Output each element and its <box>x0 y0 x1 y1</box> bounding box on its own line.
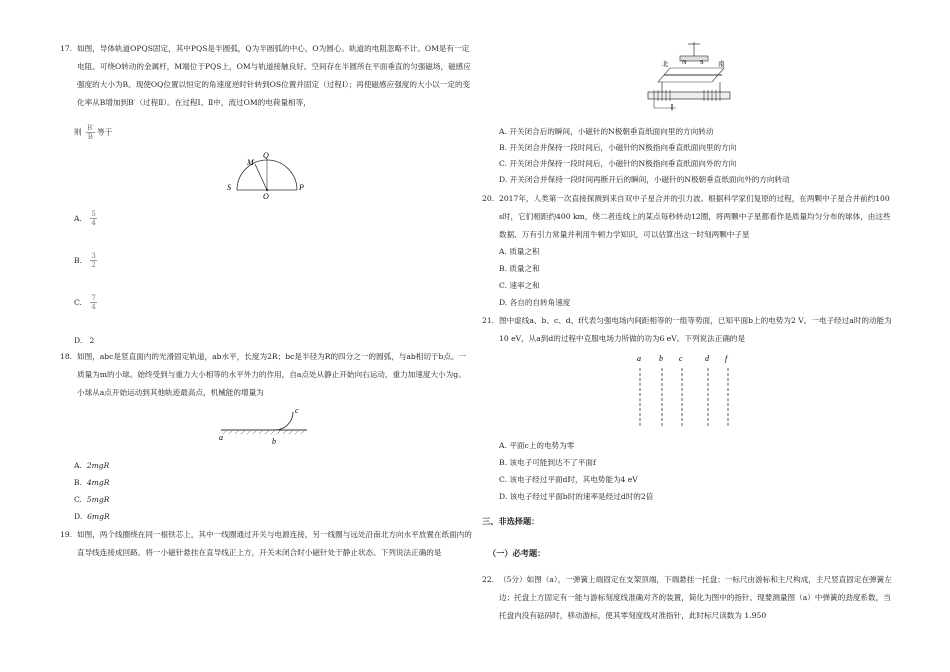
q18-option-c[interactable] <box>74 494 109 506</box>
question-text: 图中虚线a、b、c、d、f代表匀强电场内间距相等的一组等势面，已知平面b上的电势为2 V。一电子经过a时的动能为10 eV，从a到d的过程中克服电场力所做的功为6 eV。下列说法正确的是 <box>499 316 892 343</box>
option-label: C. <box>499 475 507 484</box>
option-label: C. <box>499 281 507 290</box>
question-number: 20. <box>482 194 495 203</box>
option-label: D. <box>499 175 508 184</box>
label-north: 北 <box>662 61 669 68</box>
option-value: 各自的自转角速度 <box>509 298 571 307</box>
label-o: O <box>263 192 269 200</box>
q19-option-b[interactable] <box>499 142 736 154</box>
question-number: 22. <box>482 575 495 584</box>
coil-and-compass-figure <box>642 40 742 110</box>
rod-om <box>255 164 267 190</box>
option-label: A. <box>74 461 82 470</box>
q20-option-b[interactable] <box>499 263 540 275</box>
q17-option-c[interactable] <box>74 294 97 311</box>
section-heading: 三、非选择题： <box>482 516 540 526</box>
option-label: A. <box>499 441 507 450</box>
label-n: N <box>682 59 687 66</box>
option-label: B. <box>499 458 507 467</box>
equipotential-lines <box>637 354 729 428</box>
option-label: B. <box>74 256 82 265</box>
quarter-arc-bc <box>275 412 293 430</box>
option-fraction <box>90 252 96 269</box>
option-label: B. <box>499 143 507 152</box>
plane-label-a: a <box>637 354 641 363</box>
question-21 <box>482 312 894 348</box>
option-value: 开关闭合后的瞬间，小磁针的N极朝垂直纸面向里的方向转动 <box>509 127 714 136</box>
option-label: C. <box>499 159 507 168</box>
fraction-denominator: 2 <box>91 261 96 269</box>
option-value: 该电子可能到达不了平面f <box>509 458 596 467</box>
iron-core <box>648 92 730 99</box>
question-17-tail <box>74 124 112 141</box>
option-label: B. <box>499 264 507 273</box>
label-p: P <box>299 183 304 192</box>
label-c: c <box>295 406 299 415</box>
option-label: D. <box>499 298 508 307</box>
question-number: 18. <box>60 352 73 361</box>
option-value: 该电子经过平面d时，其电势能为4 eV <box>509 475 638 484</box>
q21-option-c[interactable] <box>499 474 638 486</box>
tail-end-text: 等于 <box>97 127 113 137</box>
question-number: 19. <box>60 530 73 539</box>
plane-label-c: c <box>679 354 683 363</box>
tail-text: 则 <box>74 127 82 137</box>
q17-option-d[interactable] <box>74 335 94 347</box>
option-value: 平面c上的电势为零 <box>509 441 575 450</box>
option-label: A. <box>499 127 507 136</box>
option-label: C. <box>74 298 82 307</box>
fraction-denominator: 4 <box>91 219 96 227</box>
q20-option-a[interactable] <box>499 246 540 258</box>
option-value: 5mgR <box>86 495 110 504</box>
plane-label-f: f <box>725 354 728 363</box>
option-value: 6mgR <box>87 512 110 521</box>
question-22 <box>482 571 894 625</box>
option-value: 质量之积 <box>509 247 540 256</box>
option-value: 开关闭合并保持一段时间后，小磁针的N极指向垂直纸面向外的方向 <box>509 159 737 168</box>
pivot-point <box>266 189 268 191</box>
q17-option-b[interactable] <box>74 252 97 269</box>
question-text: 如图，导体轨道OPQS固定，其中PQS是半圆弧，Q为半圆弧的中心，O为圆心。轨道的电阻忽略不计。OM是有一定电阻、可绕O转动的金属杆，M端位于PQS上，OM与轨道接触良好。空间存在半圆所在平面垂直的匀强磁场，磁感应强度的大小为B。现使OQ位置以恒定的角速度逆时针转到OS位置并固定（过程Ⅰ）；再使磁感应强度的大小以一定的变化率从B增加到B′（过程Ⅱ）。在过程Ⅰ、Ⅱ中，流过OM的电荷量相等， <box>77 44 471 107</box>
option-value: 2mgR <box>86 461 110 470</box>
fraction-denominator: 4 <box>91 303 96 311</box>
fraction-numerator: 5 <box>91 210 96 218</box>
label-b: b <box>272 437 276 446</box>
question-number: 21. <box>482 316 495 325</box>
label-s: S <box>227 183 231 192</box>
ground-hatching <box>223 430 305 434</box>
question-20 <box>482 190 894 244</box>
q21-option-b[interactable] <box>499 457 596 469</box>
q19-option-a[interactable] <box>499 126 713 138</box>
q17-option-a[interactable] <box>74 210 97 227</box>
label-q: Q <box>263 151 269 160</box>
label-south: 南 <box>718 61 725 68</box>
semicircle-rail-figure <box>225 150 305 200</box>
plane-label-d: d <box>705 354 709 363</box>
question-text: 2017年，人类第一次直接探测到来自双中子星合并的引力波。根据科学家们复原的过程，在两颗中子星合并前约100 s时，它们相距约400 km，绕二者连线上的某点每秒转动12圈，将两颗中子星都看作是质量均匀分布的球体，由这些数据、万有引力常量并利用牛顿力学知识，可以估算出这一时刻两颗中子星 <box>499 194 891 239</box>
question-17 <box>60 40 472 112</box>
question-text: 如图，两个线圈绕在同一根铁芯上，其中一线圈通过开关与电源连接，另一线圈与远处沿南北方向水平放置在纸面内的直导线连接成回路。将一小磁针悬挂在直导线正上方，开关未闭合时小磁针处于静止状态。下列说法正确的是 <box>77 530 472 557</box>
option-value: 4mgR <box>86 478 110 487</box>
label-a: a <box>219 433 223 442</box>
plane-label-b: b <box>659 354 663 363</box>
option-label: C. <box>74 495 82 504</box>
q21-option-d[interactable] <box>499 491 653 503</box>
fraction-numerator: 7 <box>91 294 96 302</box>
option-value: 开关闭合并保持一段时间后，小磁针的N极指向垂直纸面向里的方向 <box>509 143 737 152</box>
option-value: 质量之和 <box>509 264 540 273</box>
option-label: D. <box>499 492 508 501</box>
option-value: 2 <box>89 336 95 345</box>
option-label: A. <box>499 247 507 256</box>
q18-option-d[interactable] <box>74 511 110 523</box>
option-value: 速率之和 <box>509 281 540 290</box>
question-text: （5分）如图（a），一弹簧上端固定在支架顶端，下端悬挂一托盘；一标尺由游标和主尺构成，主尺竖直固定在弹簧左边；托盘上方固定有一能与游标刻度线准确对齐的装置，简化为图中的指针。现要测量图（a）中弹簧的劲度系数，当托盘内没有砝码时，移动游标，使其零刻度线对准指针，此时标尺读数为 1.950 <box>499 575 892 620</box>
label-s: S <box>700 59 704 66</box>
option-label: A. <box>74 214 82 223</box>
q18-option-a[interactable] <box>74 460 109 472</box>
option-value: 开关闭合并保持一段时间再断开后的瞬间，小磁针的N极朝垂直纸面向外的方向转动 <box>509 175 790 184</box>
fraction-numerator: B′ <box>87 124 94 132</box>
q18-option-b[interactable] <box>74 477 109 489</box>
question-18 <box>60 348 472 402</box>
q19-option-d[interactable] <box>499 174 790 186</box>
ratio-fraction <box>86 124 95 141</box>
q20-option-c[interactable] <box>499 280 540 292</box>
q21-option-a[interactable] <box>499 440 574 452</box>
option-fraction <box>90 294 96 311</box>
option-label: D. <box>74 336 83 345</box>
q20-option-d[interactable] <box>499 297 570 309</box>
option-fraction <box>90 210 96 227</box>
fraction-denominator: B <box>87 133 93 141</box>
question-text: 如图，abc是竖直面内的光滑固定轨道，ab水平，长度为2R；bc是半径为R的四分之一的圆弧，与ab相切于b点。一质量为m的小球。始终受到与重力大小相等的水平外力的作用，自a点处从静止开始向右运动，重力加速度大小为g。小球从a点开始运动到其他轨迹最高点，机械能的增量为 <box>77 352 467 397</box>
equipotential-figure <box>630 352 740 432</box>
track-abc-figure <box>215 404 315 446</box>
question-19 <box>60 526 472 562</box>
subsection-heading: （一）必考题： <box>488 548 546 558</box>
q19-option-c[interactable] <box>499 158 736 170</box>
fraction-numerator: 3 <box>91 252 96 260</box>
question-number: 17. <box>60 44 73 53</box>
option-value: 该电子经过平面b时的速率是经过d时的2倍 <box>509 492 654 501</box>
label-m: M <box>247 158 254 167</box>
option-label: B. <box>74 478 82 487</box>
option-label: D. <box>74 512 83 521</box>
